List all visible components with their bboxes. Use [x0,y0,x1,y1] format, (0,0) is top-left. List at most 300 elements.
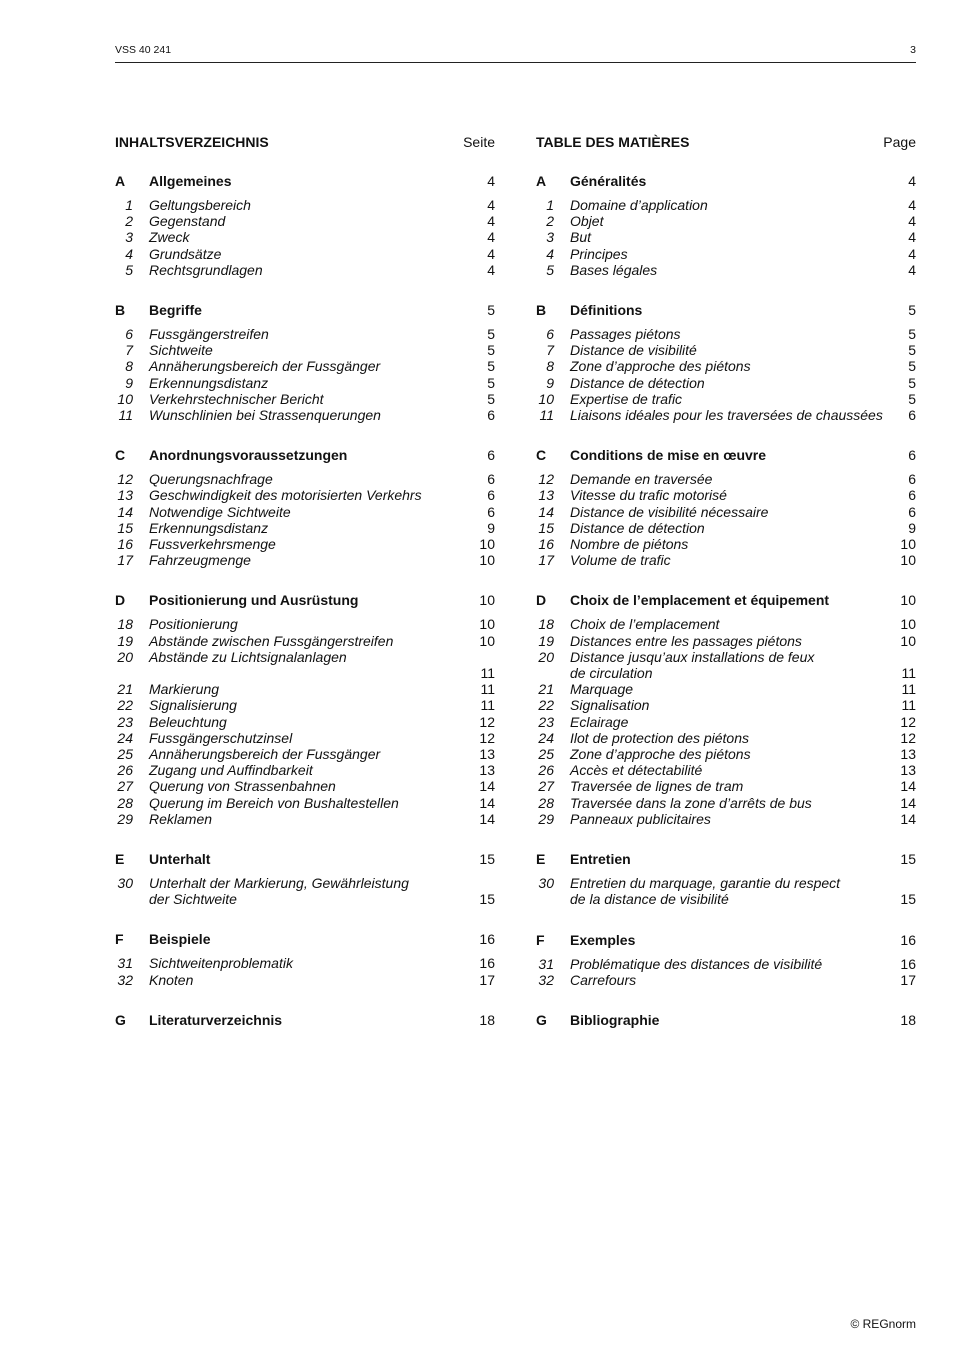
entry-title: Nombre de piétons [570,536,689,553]
toc-section [115,592,495,827]
entry-number: 28 [538,794,554,811]
entry-page-line [115,665,495,681]
toc-entry [536,504,916,520]
entry-title: Vitesse du trafic motorisé [570,487,727,504]
section-letter: E [536,851,546,868]
entry-title: Fussverkehrsmenge [149,536,276,553]
toc-german-heading [115,134,495,156]
entry-number: 5 [125,261,133,278]
toc-title: INHALTSVERZEICHNIS [115,134,269,150]
toc-entry [536,358,916,374]
section-heading [115,447,495,469]
section-title: Choix de l’emplacement et équipement [570,592,830,609]
entry-title: Distance de visibilité nécessaire [570,503,769,520]
entry-number: 26 [117,762,133,779]
toc-section [115,851,495,907]
entry-title: Distance jusqu’aux installations de feux de circulation [570,648,815,682]
toc-entry [536,795,916,811]
page-header [115,44,916,63]
entry-title: Geltungsbereich [149,197,251,213]
entry-number: 25 [117,746,133,763]
entry-title: Traversée dans la zone d’arrêts de bus [570,794,812,811]
entry-title: Signalisierung [149,697,237,714]
toc-entry [115,213,495,229]
entry-title: Rechtsgrundlagen [149,261,263,278]
entry-title: Knoten [149,971,194,988]
entry-title: Reklamen [149,810,213,827]
entry-page: 9 [908,519,916,536]
entry-number: 15 [538,519,554,536]
section-page: 18 [900,1011,916,1028]
toc-entry [115,681,495,697]
toc-entry [536,730,916,746]
toc-entry [115,246,495,262]
toc-section [115,447,495,568]
section-title: Beispiele [149,931,211,948]
entry-title: Fussgängerschutzinsel [149,729,293,746]
toc-entry [536,375,916,391]
section-letter: F [115,931,124,948]
entry-page: 12 [900,713,916,730]
entry-number: 26 [538,762,554,779]
section-title: Définitions [570,302,643,319]
entry-title: Distance de visibilité [570,342,697,359]
toc-entry [115,471,495,487]
entry-title: Distance de détection [570,374,705,391]
toc-entry [536,778,916,794]
section-page: 16 [479,931,495,948]
toc-entry [536,391,916,407]
entry-title: Ilot de protection des piétons [570,729,750,746]
toc-entry [536,487,916,503]
entry-title: Abstände zu Lichtsignalanlagen [149,648,347,665]
toc-entry [536,746,916,762]
entry-title: Markierung [149,681,220,698]
entry-title: Choix de l’emplacement [570,616,720,633]
entry-number: 32 [117,971,133,988]
section-letter: D [115,592,126,609]
section-page: 10 [900,592,916,609]
section-letter: D [536,592,547,609]
section-heading [115,851,495,873]
entry-title: Wunschlinien bei Strassenquerungen [149,407,381,424]
entry-number: 13 [117,487,133,504]
toc-french [536,134,916,1058]
section-page: 15 [479,851,495,868]
entry-page: 11 [901,681,916,698]
section-heading [536,851,916,873]
toc-french-heading [536,134,916,156]
entry-number: 31 [117,955,133,972]
entry-page: 5 [908,358,916,375]
section-page: 4 [487,173,495,189]
toc-entry [115,262,495,278]
entry-page: 4 [487,213,495,230]
toc-entry [536,956,916,972]
entry-number: 27 [538,778,554,795]
entry-title: Passages piétons [570,326,681,343]
entry-number: 30 [117,875,133,892]
entry-page: 17 [900,971,916,988]
entry-number: 12 [538,471,554,488]
entry-number: 20 [117,648,133,665]
section-title: Généralités [570,173,647,189]
section-letter: A [536,173,547,189]
toc-entry [115,633,495,649]
entry-number: 31 [538,955,554,972]
toc-entry [536,407,916,423]
entry-page: 13 [900,762,916,779]
entry-number: 16 [538,536,554,553]
entry-title: Sichtweite [149,342,213,359]
toc-entry [536,213,916,229]
entry-number: 23 [117,713,133,730]
entry-number: 22 [117,697,133,714]
entry-page: 13 [900,746,916,763]
toc-entry [536,811,916,827]
entry-number: 3 [125,229,133,246]
toc-entry [536,229,916,245]
entry-number: 6 [546,326,554,343]
entry-title: Problématique des distances de visibilité [570,955,823,972]
entry-page: 14 [900,794,916,811]
toc-entry [115,616,495,632]
toc-entry [536,714,916,730]
entry-page: 10 [900,616,916,633]
section-heading [115,302,495,324]
toc-entry [115,504,495,520]
toc-entry [115,811,495,827]
section-letter: A [115,173,126,189]
section-page: 6 [487,447,495,464]
entry-page: 14 [479,810,495,827]
entry-page: 12 [479,729,495,746]
toc-entry [115,955,495,971]
entry-page: 10 [900,536,916,553]
entry-title: Principes [570,245,628,262]
entry-number: 10 [117,390,133,407]
section-title: Bibliographie [570,1011,660,1028]
entry-title: Annäherungsbereich der Fussgänger [149,746,381,763]
entry-title: Zweck [149,229,190,246]
entry-number: 14 [117,503,133,520]
section-page: 16 [900,931,916,948]
entry-number: 8 [125,358,133,375]
entry-number: 17 [538,552,554,569]
entry-title: Eclairage [570,713,629,730]
entry-number: 2 [125,213,133,230]
entry-title: Grundsätze [149,245,222,262]
entry-title: Domaine d’application [570,197,708,213]
entry-number: 24 [538,729,554,746]
entry-page: 4 [487,245,495,262]
section-heading [115,931,495,953]
entry-title: Expertise de trafic [570,390,683,407]
section-title: Allgemeines [149,173,232,189]
entry-number: 1 [125,197,133,213]
entry-title: Annäherungsbereich der Fussgänger [149,358,381,375]
section-heading [536,1012,916,1034]
entry-page: 11 [901,697,916,714]
toc-entry [115,358,495,374]
entry-title: Positionierung [149,616,238,633]
section-page: 6 [908,447,916,464]
entry-number: 9 [125,374,133,391]
entry-title: Unterhalt der Markierung, Gewährleistung der Sichtweite [149,875,409,908]
entry-page: 10 [479,536,495,553]
toc-entry [115,536,495,552]
entry-page: 6 [487,407,495,424]
entry-page: 4 [908,197,916,213]
entry-number: 23 [538,713,554,730]
toc-entry [115,762,495,778]
entry-page: 14 [479,794,495,811]
toc-section [536,592,916,827]
entry-page: 5 [908,342,916,359]
section-title: Exemples [570,931,636,948]
entry-title: Carrefours [570,971,637,988]
toc-entry [536,536,916,552]
entry-page: 11 [480,665,495,682]
toc-section [536,851,916,907]
page-number: 3 [910,44,916,56]
entry-page: 5 [908,390,916,407]
entry-title: Sichtweitenproblematik [149,955,293,972]
toc-entry [115,375,495,391]
entry-title: Zone d’approche des piétons [570,358,751,375]
toc-entry [536,633,916,649]
toc-section [115,1012,495,1034]
toc-section [536,1012,916,1034]
toc-entry [536,875,916,907]
section-letter: B [115,302,126,319]
entry-number: 22 [538,697,554,714]
toc-entry [115,552,495,568]
toc-entry [115,197,495,213]
entry-page: 9 [487,519,495,536]
entry-page: 10 [900,552,916,569]
entry-title: Traversée de lignes de tram [570,778,744,795]
toc-entry [115,342,495,358]
entry-page: 5 [908,374,916,391]
entry-title: But [570,229,592,246]
section-page: 10 [479,592,495,609]
entry-title: Accès et détectabilité [570,762,703,779]
entry-title: Querung im Bereich von Bushaltestellen [149,794,399,811]
toc-section [536,932,916,988]
entry-page: 15 [900,891,916,908]
toc-entry [115,391,495,407]
toc-entry [536,616,916,632]
toc-entry [536,972,916,988]
entry-title: Querung von Strassenbahnen [149,778,336,795]
entry-number: 16 [117,536,133,553]
section-page: 5 [908,302,916,319]
section-title: Entretien [570,851,631,868]
entry-page: 15 [479,891,495,908]
toc-entry [115,697,495,713]
toc-entry [536,762,916,778]
entry-number: 14 [538,503,554,520]
entry-page: 5 [908,326,916,343]
entry-number: 24 [117,729,133,746]
entry-number: 32 [538,971,554,988]
entry-page: 6 [908,471,916,488]
entry-page: 6 [908,487,916,504]
entry-page: 13 [479,746,495,763]
section-heading [536,302,916,324]
entry-title: Zugang und Auffindbarkeit [149,762,313,779]
entry-number: 4 [546,245,554,262]
entry-page: 4 [908,261,916,278]
entry-page: 6 [487,471,495,488]
toc-entry [115,649,495,681]
toc-entry [115,972,495,988]
entry-title: Demande en traversée [570,471,713,488]
entry-title: Liaisons idéales pour les traversées de chaussées [570,407,883,424]
toc-entry [115,795,495,811]
entry-number: 3 [546,229,554,246]
entry-title: Bases légales [570,261,658,278]
toc-entry [115,487,495,503]
section-page: 4 [908,173,916,189]
entry-number: 13 [538,487,554,504]
copyright-footer: © REGnorm [850,1317,916,1331]
section-heading [536,932,916,954]
entry-number: 2 [546,213,554,230]
entry-page: 4 [908,213,916,230]
entry-page: 12 [479,713,495,730]
entry-page: 5 [487,326,495,343]
entry-page: 6 [487,487,495,504]
toc-entry [115,875,495,907]
section-title: Unterhalt [149,851,211,868]
entry-title: Fussgängerstreifen [149,326,269,343]
entry-title: Beleuchtung [149,713,227,730]
entry-number: 18 [117,616,133,633]
section-letter: G [536,1011,547,1028]
entry-number: 7 [546,342,554,359]
toc-entry [536,262,916,278]
toc-entry [115,730,495,746]
entry-page: 4 [487,229,495,246]
section-page: 15 [900,851,916,868]
entry-title: Distance de détection [570,519,705,536]
entry-title: Panneaux publicitaires [570,810,711,827]
entry-number: 21 [538,681,554,698]
entry-number: 11 [539,407,554,424]
entry-number: 5 [546,261,554,278]
entry-title: Erkennungsdistanz [149,374,269,391]
toc-entry [536,326,916,342]
toc-entry [536,552,916,568]
section-heading [536,447,916,469]
entry-title: Zone d’approche des piétons [570,746,751,763]
entry-page: 16 [900,955,916,972]
entry-title: Fahrzeugmenge [149,552,251,569]
entry-page: 6 [908,503,916,520]
entry-number: 7 [125,342,133,359]
entry-page: 4 [487,261,495,278]
entry-number: 9 [546,374,554,391]
entry-title: Volume de trafic [570,552,671,569]
entry-page: 5 [487,358,495,375]
toc-section [115,931,495,987]
toc-entry [115,714,495,730]
toc-entry [115,229,495,245]
entry-number: 1 [546,197,554,213]
toc-entry [536,471,916,487]
document-id: VSS 40 241 [115,44,172,56]
toc-entry [536,342,916,358]
toc-section [115,302,495,423]
toc-section [536,173,916,278]
entry-number: 19 [117,632,133,649]
toc-page-label: Page [883,134,916,150]
entry-page: 11 [480,697,495,714]
toc-entry [115,778,495,794]
section-title: Conditions de mise en œuvre [570,447,767,464]
entry-page: 13 [479,762,495,779]
entry-page: 10 [900,632,916,649]
toc-entry [115,326,495,342]
toc-section [536,302,916,423]
section-title: Begriffe [149,302,202,319]
toc-section [536,447,916,568]
section-heading [536,592,916,614]
toc-page-label: Seite [463,134,495,150]
section-letter: E [115,851,125,868]
entry-number: 10 [538,390,554,407]
entry-page: 14 [900,810,916,827]
section-heading [115,1012,495,1034]
toc-entry [536,520,916,536]
entry-title: Erkennungsdistanz [149,519,269,536]
section-page: 18 [479,1011,495,1028]
section-title: Positionierung und Ausrüstung [149,592,359,609]
entry-title: Geschwindigkeit des motorisierten Verkehrs [149,487,422,504]
entry-page: 4 [908,229,916,246]
entry-page: 12 [900,729,916,746]
toc-entry [536,649,916,681]
entry-number: 6 [125,326,133,343]
toc-entry [536,681,916,697]
entry-page: 10 [479,552,495,569]
entry-page: 6 [908,407,916,424]
entry-page: 11 [480,681,495,698]
entry-page: 6 [487,503,495,520]
toc-entry [115,520,495,536]
toc-entry [115,407,495,423]
entry-title: Abstände zwischen Fussgängerstreifen [149,632,394,649]
section-letter: F [536,931,545,948]
entry-title: Signalisation [570,697,650,714]
toc-title: TABLE DES MATIÈRES [536,134,690,150]
entry-page: 11 [901,665,916,682]
section-title: Anordnungsvoraussetzungen [149,447,348,464]
entry-page: 5 [487,342,495,359]
entry-number: 21 [117,681,133,698]
entry-page: 14 [900,778,916,795]
section-heading [115,592,495,614]
toc-entry [536,197,916,213]
entry-number: 28 [117,794,133,811]
entry-number: 27 [117,778,133,795]
entry-title: Entretien du marquage, garantie du respect de la distance de visibilité [570,875,841,908]
toc-french-sections [536,173,916,1034]
entry-page: 10 [479,616,495,633]
entry-number: 11 [118,407,133,424]
